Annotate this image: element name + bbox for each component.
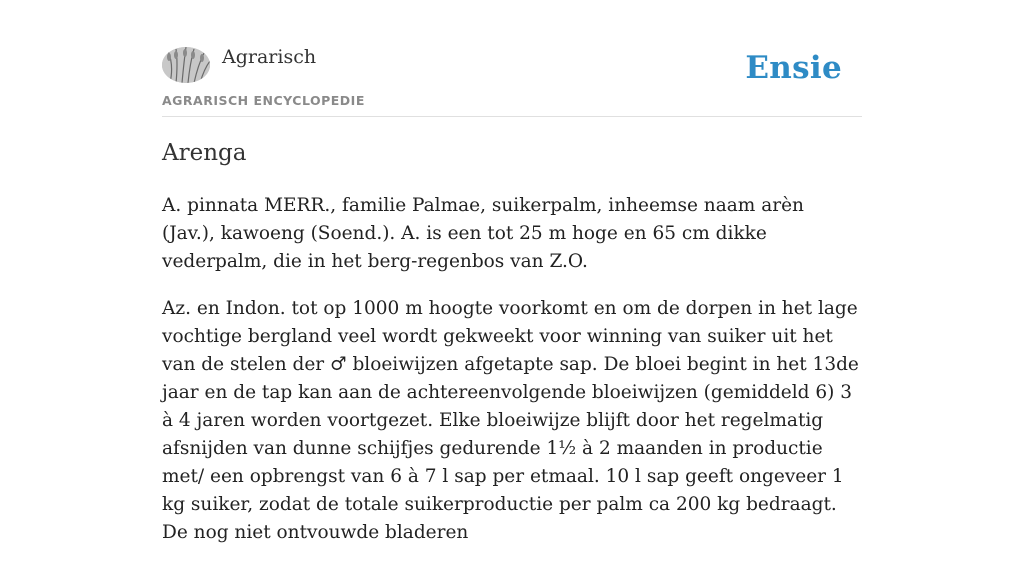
article-body — [162, 192, 862, 566]
header — [162, 0, 862, 117]
wheat-icon — [162, 47, 210, 83]
source-subtitle: AGRARISCH ENCYCLOPEDIE — [162, 93, 365, 108]
article-title: Arenga — [162, 140, 247, 166]
ensie-logo-link[interactable]: Ensie — [745, 50, 842, 86]
article-paragraph: A. pinnata MERR., familie Palmae, suikerpalm, inheemse naam arèn (Jav.), kawoeng (Soend.). A. is een tot 25 m hoge en 65 cm dikke vederpalm, die in het berg-regenbos van Z.O. — [162, 195, 804, 272]
source-name-link[interactable]: Agrarisch — [222, 46, 317, 68]
article-paragraph: Az. en Indon. tot op 1000 m hoogte voorkomt en om de dorpen in het lage vochtige bergland veel wordt gekweekt voor winning van suiker uit het van de stelen der ♂ bloeiwijzen afgetapte sap. De bloei begint in het 13de jaar en de tap kan aan de achtereenvolgende bloeiwijzen (gemiddeld 6) 3 à 4 jaren worden voortgezet. Elke bloeiwijze blijft door het regelmatig afsnijden van dunne schijfjes gedurende 1½ à 2 maanden in productie met/ een opbrengst van 6 à 7 l sap per etmaal. 10 l sap geeft ongeveer 1 kg suiker, zodat de totale suikerproductie per palm ca 200 kg bedraagt. De nog niet ontvouwde bladeren — [162, 298, 859, 543]
page-container — [162, 0, 862, 543]
source-logo-image[interactable] — [162, 47, 210, 83]
